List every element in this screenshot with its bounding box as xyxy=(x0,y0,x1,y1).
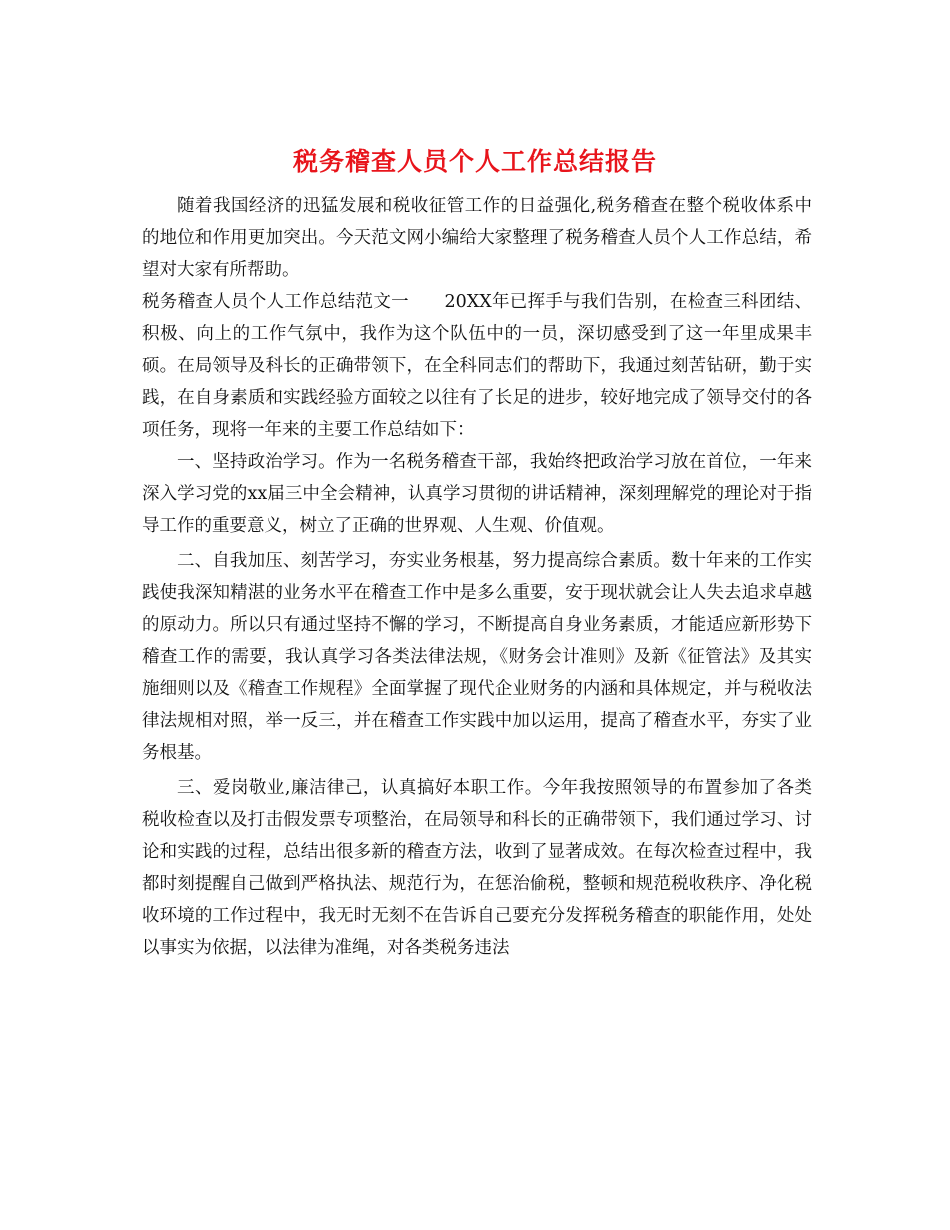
professional-study-paragraph: 二、自我加压、刻苦学习，夯实业务根基，努力提高综合素质。数十年来的工作实践使我深知精湛的业务水平在稽查工作中是多么重要，安于现状就会让人失去追求卓越的原动力。所以只有通过坚持不懈的学习，不断提高自身业务素质，才能适应新形势下稽查工作的需要，我认真学习各类法律法规，《财务会计准则》及新《征管法》及其实施细则以及《稽查工作规程》全面掌握了现代企业财务的内涵和具体规定，并与税收法律法规相对照，举一反三，并在稽查工作实践中加以运用，提高了稽查水平，夯实了业务根基。 xyxy=(142,551,812,763)
document-title: 税务稽查人员个人工作总结报告 xyxy=(292,147,657,176)
intro-paragraph: 随着我国经济的迅猛发展和税收征管工作的日益强化,税务稽查在整个税收体系中的地位和作用更加突出。今天范文网小编给大家整理了税务稽查人员个人工作总结，希望对大家有所帮助。 xyxy=(142,196,812,280)
political-study-paragraph: 一、坚持政治学习。作为一名税务稽查干部，我始终把政治学习放在首位，一年来深入学习党的xx届三中全会精神，认真学习贯彻的讲话精神，深刻理解党的理论对于指导工作的重要意义，树立了正确的世界观、人生观、价值观。 xyxy=(142,452,812,536)
document-body xyxy=(142,190,812,964)
dedication-paragraph: 三、爱岗敬业,廉洁律己，认真搞好本职工作。今年我按照领导的布置参加了各类税收检查以及打击假发票专项整治，在局领导和科长的正确带领下，我们通过学习、讨论和实践的过程，总结出很多新的稽查方法，收到了显著成效。在每次检查过程中，我都时刻提醒自己做到严格执法、规范行为，在惩治偷税，整顿和规范税收秩序、净化税收环境的工作过程中，我无时无刻不在告诉自己要充分发挥税务稽查的职能作用，处处以事实为依据，以法律为准绳，对各类税务违法 xyxy=(142,778,812,958)
section-one-paragraph: 税务稽查人员个人工作总结范文一 20XX年已挥手与我们告别，在检查三科团结、积极、向上的工作气氛中，我作为这个队伍中的一员，深切感受到了这一年里成果丰硕。在局领导及科长的正确带领下，在全科同志们的帮助下，我通过刻苦钻研，勤于实践，在自身素质和实践经验方面较之以往有了长足的进步，较好地完成了领导交付的各项任务，现将一年来的主要工作总结如下： xyxy=(142,292,812,440)
